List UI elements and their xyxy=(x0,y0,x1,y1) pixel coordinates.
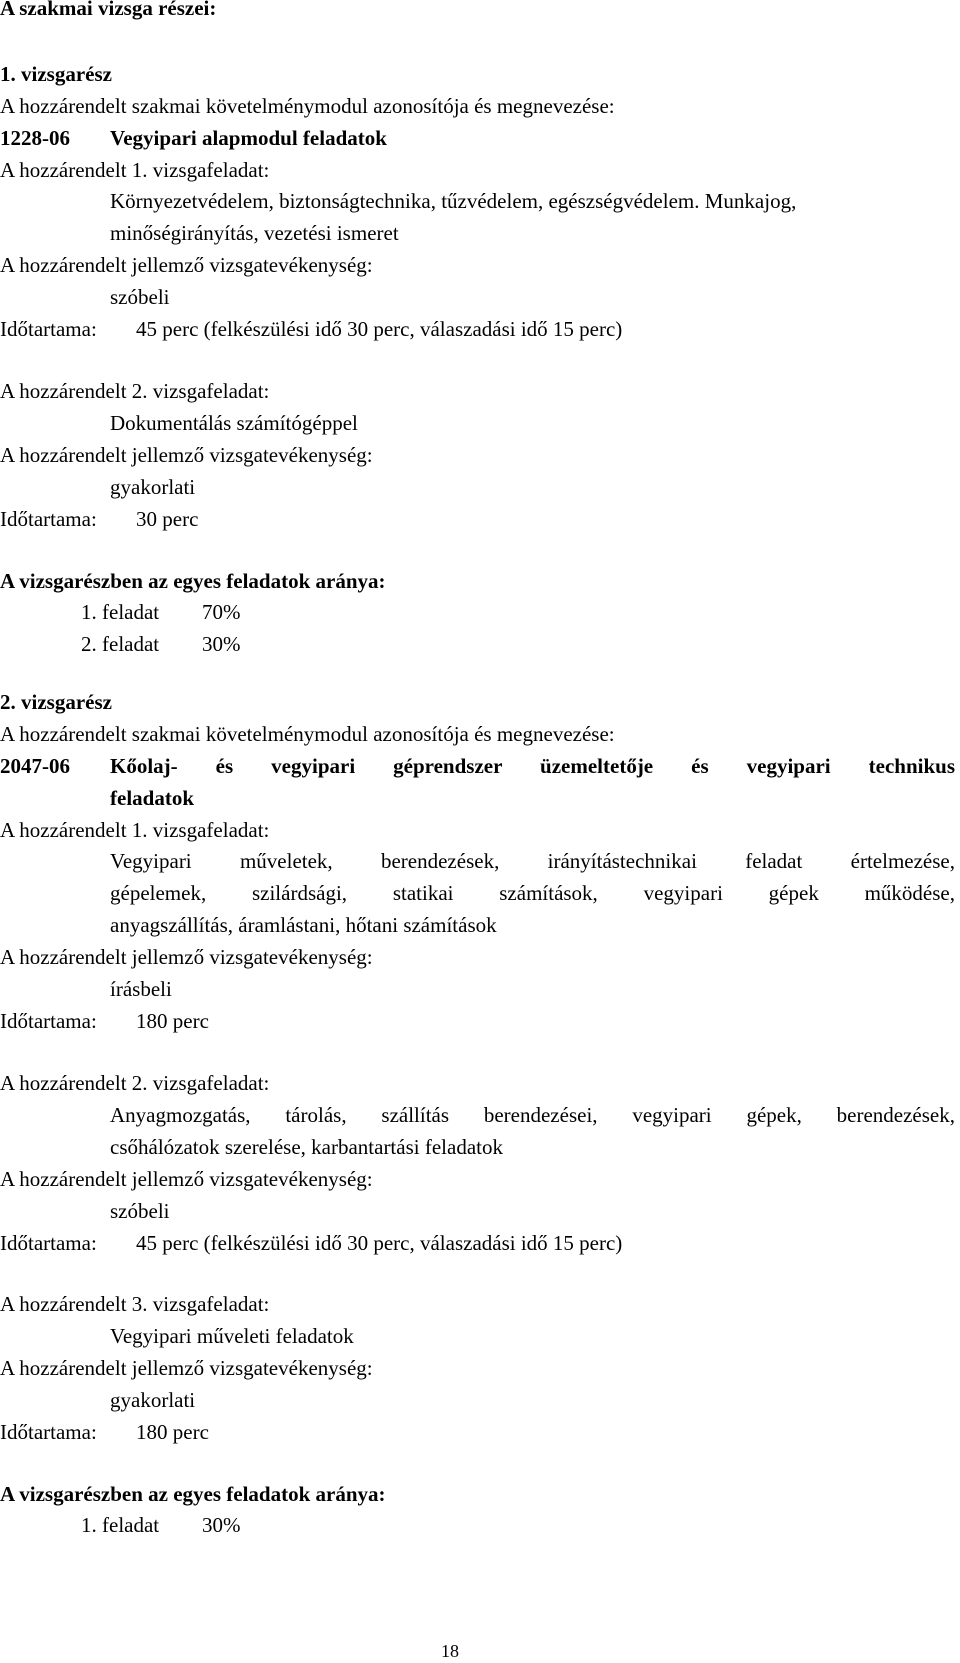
duration-label: Időtartama: xyxy=(0,507,97,531)
part2-task1-desc-1: Vegyipari műveletek, berendezések, irányítástechnikai feladat értelmezése, xyxy=(110,849,955,873)
part1-task1-desc-2: minőségirányítás, vezetési ismeret xyxy=(110,221,399,245)
part1-task2-desc: Dokumentálás számítógéppel xyxy=(110,411,358,435)
part2-task2-desc-1: Anyagmozgatás, tárolás, szállítás berendezései, vegyipari gépek, berendezések, xyxy=(110,1103,955,1127)
part2-task1-desc-2: gépelemek, szilárdsági, statikai számítások, vegyipari gépek működése, xyxy=(110,881,955,905)
part1-module-code: 1228-06 xyxy=(0,126,70,150)
part2-task1-desc-3: anyagszállítás, áramlástani, hőtani számítások xyxy=(110,913,497,937)
part2-module-name-1: Kőolaj- és vegyipari géprendszer üzemeltetője és vegyipari technikus xyxy=(110,754,955,778)
duration-value: 45 perc (felkészülési idő 30 perc, válaszadási idő 15 perc) xyxy=(136,317,623,341)
part2-task1-activity: írásbeli xyxy=(110,977,172,1001)
part2-module-label: A hozzárendelt szakmai követelménymodul azonosítója és megnevezése: xyxy=(0,722,615,746)
duration-label: Időtartama: xyxy=(0,1009,97,1033)
part1-ratio-row xyxy=(81,630,241,658)
part1-ratio-row xyxy=(81,598,241,626)
part2-module-code: 2047-06 xyxy=(0,754,70,778)
part1-task2-activity-label: A hozzárendelt jellemző vizsgatevékenység: xyxy=(0,443,373,467)
part1-task1-label: A hozzárendelt 1. vizsgafeladat: xyxy=(0,158,270,182)
part1-module xyxy=(0,124,387,152)
part1-title: 1. vizsgarész xyxy=(0,62,112,86)
duration-label: Időtartama: xyxy=(0,1420,97,1444)
part2-module xyxy=(0,752,955,780)
part2-task2-desc-2: csőhálózatok szerelése, karbantartási feladatok xyxy=(110,1135,503,1159)
part2-task1-label: A hozzárendelt 1. vizsgafeladat: xyxy=(0,818,270,842)
duration-value: 180 perc xyxy=(136,1009,209,1033)
duration-value: 45 perc (felkészülési idő 30 perc, válaszadási idő 15 perc) xyxy=(136,1231,623,1255)
part1-task2-duration xyxy=(0,505,198,533)
ratio-pct: 70% xyxy=(202,600,241,624)
part1-task2-label: A hozzárendelt 2. vizsgafeladat: xyxy=(0,379,270,403)
part2-task2-activity: szóbeli xyxy=(110,1199,170,1223)
part2-ratio-row xyxy=(81,1511,241,1539)
ratio-pct: 30% xyxy=(202,632,241,656)
part2-task2-activity-label: A hozzárendelt jellemző vizsgatevékenység: xyxy=(0,1167,373,1191)
part2-task1-duration xyxy=(0,1007,209,1035)
duration-value: 180 perc xyxy=(136,1420,209,1444)
part2-task2-label: A hozzárendelt 2. vizsgafeladat: xyxy=(0,1071,270,1095)
part2-task2-duration xyxy=(0,1229,622,1257)
part2-module-name-2: feladatok xyxy=(110,786,194,810)
part1-module-name: Vegyipari alapmodul feladatok xyxy=(110,126,387,150)
part1-task1-activity-label: A hozzárendelt jellemző vizsgatevékenység: xyxy=(0,253,373,277)
part2-ratio-title: A vizsgarészben az egyes feladatok aránya: xyxy=(0,1482,386,1506)
part1-task1-desc-1: Környezetvédelem, biztonságtechnika, tűzvédelem, egészségvédelem. Munkajog, xyxy=(110,189,797,213)
ratio-task: 1. feladat xyxy=(81,600,160,624)
duration-label: Időtartama: xyxy=(0,1231,97,1255)
part1-task1-activity: szóbeli xyxy=(110,285,170,309)
part1-ratio-title: A vizsgarészben az egyes feladatok aránya: xyxy=(0,569,386,593)
part1-task1-duration xyxy=(0,315,622,343)
page-number: 18 xyxy=(441,1641,459,1661)
part2-task3-desc: Vegyipari műveleti feladatok xyxy=(110,1324,354,1348)
ratio-task: 2. feladat xyxy=(81,632,160,656)
part2-title: 2. vizsgarész xyxy=(0,690,112,714)
part2-task3-duration xyxy=(0,1418,209,1446)
duration-value: 30 perc xyxy=(136,507,199,531)
part1-task2-activity: gyakorlati xyxy=(110,475,196,499)
ratio-task: 1. feladat xyxy=(81,1513,160,1537)
ratio-pct: 30% xyxy=(202,1513,241,1537)
part2-task3-label: A hozzárendelt 3. vizsgafeladat: xyxy=(0,1292,270,1316)
part2-task1-activity-label: A hozzárendelt jellemző vizsgatevékenység: xyxy=(0,945,373,969)
page-heading: A szakmai vizsga részei: xyxy=(0,0,217,20)
part2-task3-activity: gyakorlati xyxy=(110,1388,196,1412)
duration-label: Időtartama: xyxy=(0,317,97,341)
part1-module-label: A hozzárendelt szakmai követelménymodul azonosítója és megnevezése: xyxy=(0,94,615,118)
part2-task3-activity-label: A hozzárendelt jellemző vizsgatevékenység: xyxy=(0,1356,373,1380)
